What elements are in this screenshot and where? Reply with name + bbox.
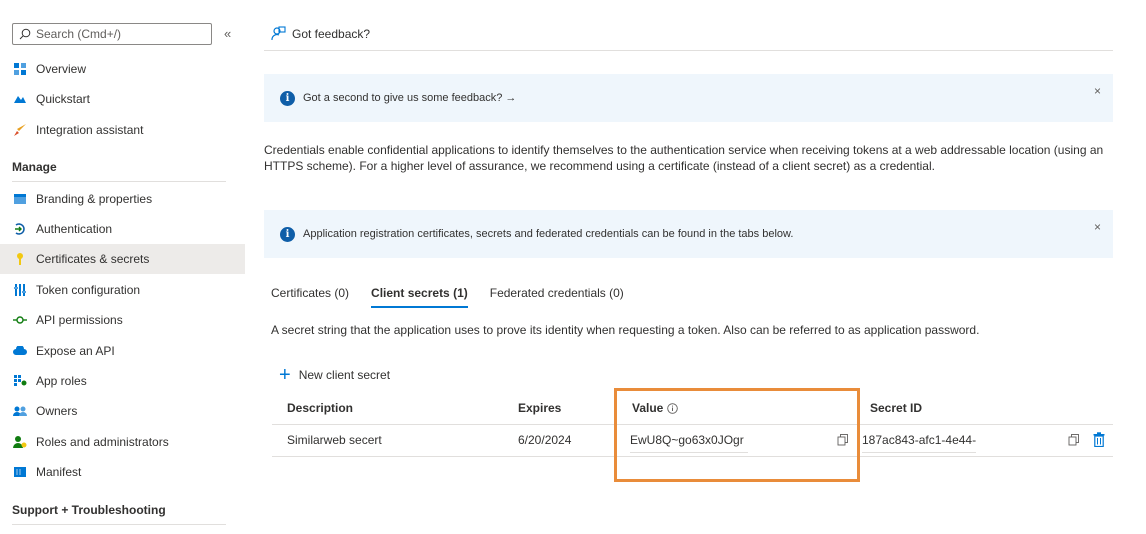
sidebar-item-label: Roles and administrators [36,435,169,449]
collapse-sidebar-button[interactable]: « [224,26,232,41]
sidebar-item-integration-assistant[interactable] [0,115,245,145]
quickstart-icon [12,91,28,107]
search-input[interactable] [12,23,212,45]
info-icon: i [280,227,295,242]
sidebar-item-label: App roles [36,374,87,388]
branding-icon [12,191,28,207]
sidebar-item-branding[interactable] [0,184,245,214]
tab-client-secrets[interactable]: Client secrets (1) [371,286,468,306]
owners-icon [12,403,28,419]
copy-icon[interactable] [1068,434,1080,446]
header-divider [264,50,1113,51]
rocket-icon [12,122,28,138]
token-icon [12,282,28,298]
new-client-secret-button[interactable] [279,364,391,386]
sidebar-item-roles-admins[interactable] [0,427,245,457]
column-header-secret-id: Secret ID [870,401,923,415]
sidebar-item-overview[interactable] [0,54,245,84]
overview-icon [12,61,28,77]
sidebar-item-label: API permissions [36,313,123,327]
sidebar-item-manifest[interactable] [0,457,245,487]
secret-description: A secret string that the application uses to prove its identity when requesting a token. Also can be referred to as application password. [271,323,980,337]
key-icon [12,251,28,267]
manage-heading: Manage [12,160,57,174]
sidebar-item-api-permissions[interactable] [0,305,245,335]
cloud-icon [12,343,28,359]
secret-description-cell: Similarweb secert [287,433,382,447]
info-icon: i [280,91,295,106]
feedback-banner[interactable] [264,74,1113,122]
sidebar-item-certificates-secrets[interactable] [0,244,245,274]
column-header-value-label: Value [632,401,664,415]
column-header-expires: Expires [518,401,562,415]
search-icon [19,28,31,40]
new-client-secret-label: New client secret [298,368,391,382]
support-divider [12,524,226,525]
feedback-banner-text: Got a second to give us some feedback? → [303,92,517,104]
sidebar-item-label: Overview [36,62,87,76]
plus-icon: + [279,364,291,386]
credential-tabs [271,286,646,306]
close-icon[interactable]: × [1093,220,1101,234]
sidebar-item-owners[interactable] [0,396,245,426]
sidebar-item-label: Integration assistant [36,123,144,137]
sidebar-item-label: Expose an API [36,344,115,358]
roles-icon [12,434,28,450]
app-roles-icon [12,373,28,389]
info-banner [264,210,1113,258]
sidebar-item-expose-api[interactable] [0,336,245,366]
sidebar-item-label: Branding & properties [36,192,153,206]
search-placeholder: Search (Cmd+/) [36,27,122,41]
tab-federated-credentials[interactable]: Federated credentials (0) [489,286,624,300]
sidebar-item-label: Certificates & secrets [36,252,150,266]
secret-value-field[interactable]: EwU8Q~go63x0JOgr [630,433,748,453]
sidebar-item-label: Quickstart [36,92,91,106]
sidebar-item-label: Owners [36,404,78,418]
support-heading: Support + Troubleshooting [12,503,166,517]
close-icon[interactable]: × [1093,84,1101,98]
api-permissions-icon [12,312,28,328]
sidebar-item-app-roles[interactable] [0,366,245,396]
sidebar-item-label: Token configuration [36,283,141,297]
manage-divider [12,181,226,182]
sidebar-item-label: Authentication [36,222,113,236]
secret-id-cell[interactable]: 187ac843-afc1-4e44- [862,433,976,453]
main-content [264,0,1114,534]
got-feedback-label: Got feedback? [292,27,371,41]
secret-expires-cell: 6/20/2024 [518,433,572,447]
sidebar-item-token-configuration[interactable] [0,275,245,305]
info-banner-text: Application registration certificates, secrets and federated credentials can be found in the tabs below. [303,228,794,240]
sidebar-item-authentication[interactable] [0,214,245,244]
sidebar-item-quickstart[interactable] [0,84,245,114]
column-header-description: Description [287,401,354,415]
sidebar-item-label: Manifest [36,465,82,479]
credentials-description: Credentials enable confidential applications to identify themselves to the authentication service when receiving tokens at a web addressable location (using an HTTPS scheme). For a higher level of assurance, we recommend using a certificate (instead of a client secret) as a credential. [264,143,1104,173]
tab-certificates[interactable]: Certificates (0) [271,286,350,300]
got-feedback-link[interactable] [270,26,370,42]
authentication-icon [12,221,28,237]
manifest-icon [12,464,28,480]
value-highlight-box [614,388,860,482]
feedback-icon [270,26,286,42]
sidebar [0,0,245,534]
trash-icon[interactable] [1093,432,1105,447]
